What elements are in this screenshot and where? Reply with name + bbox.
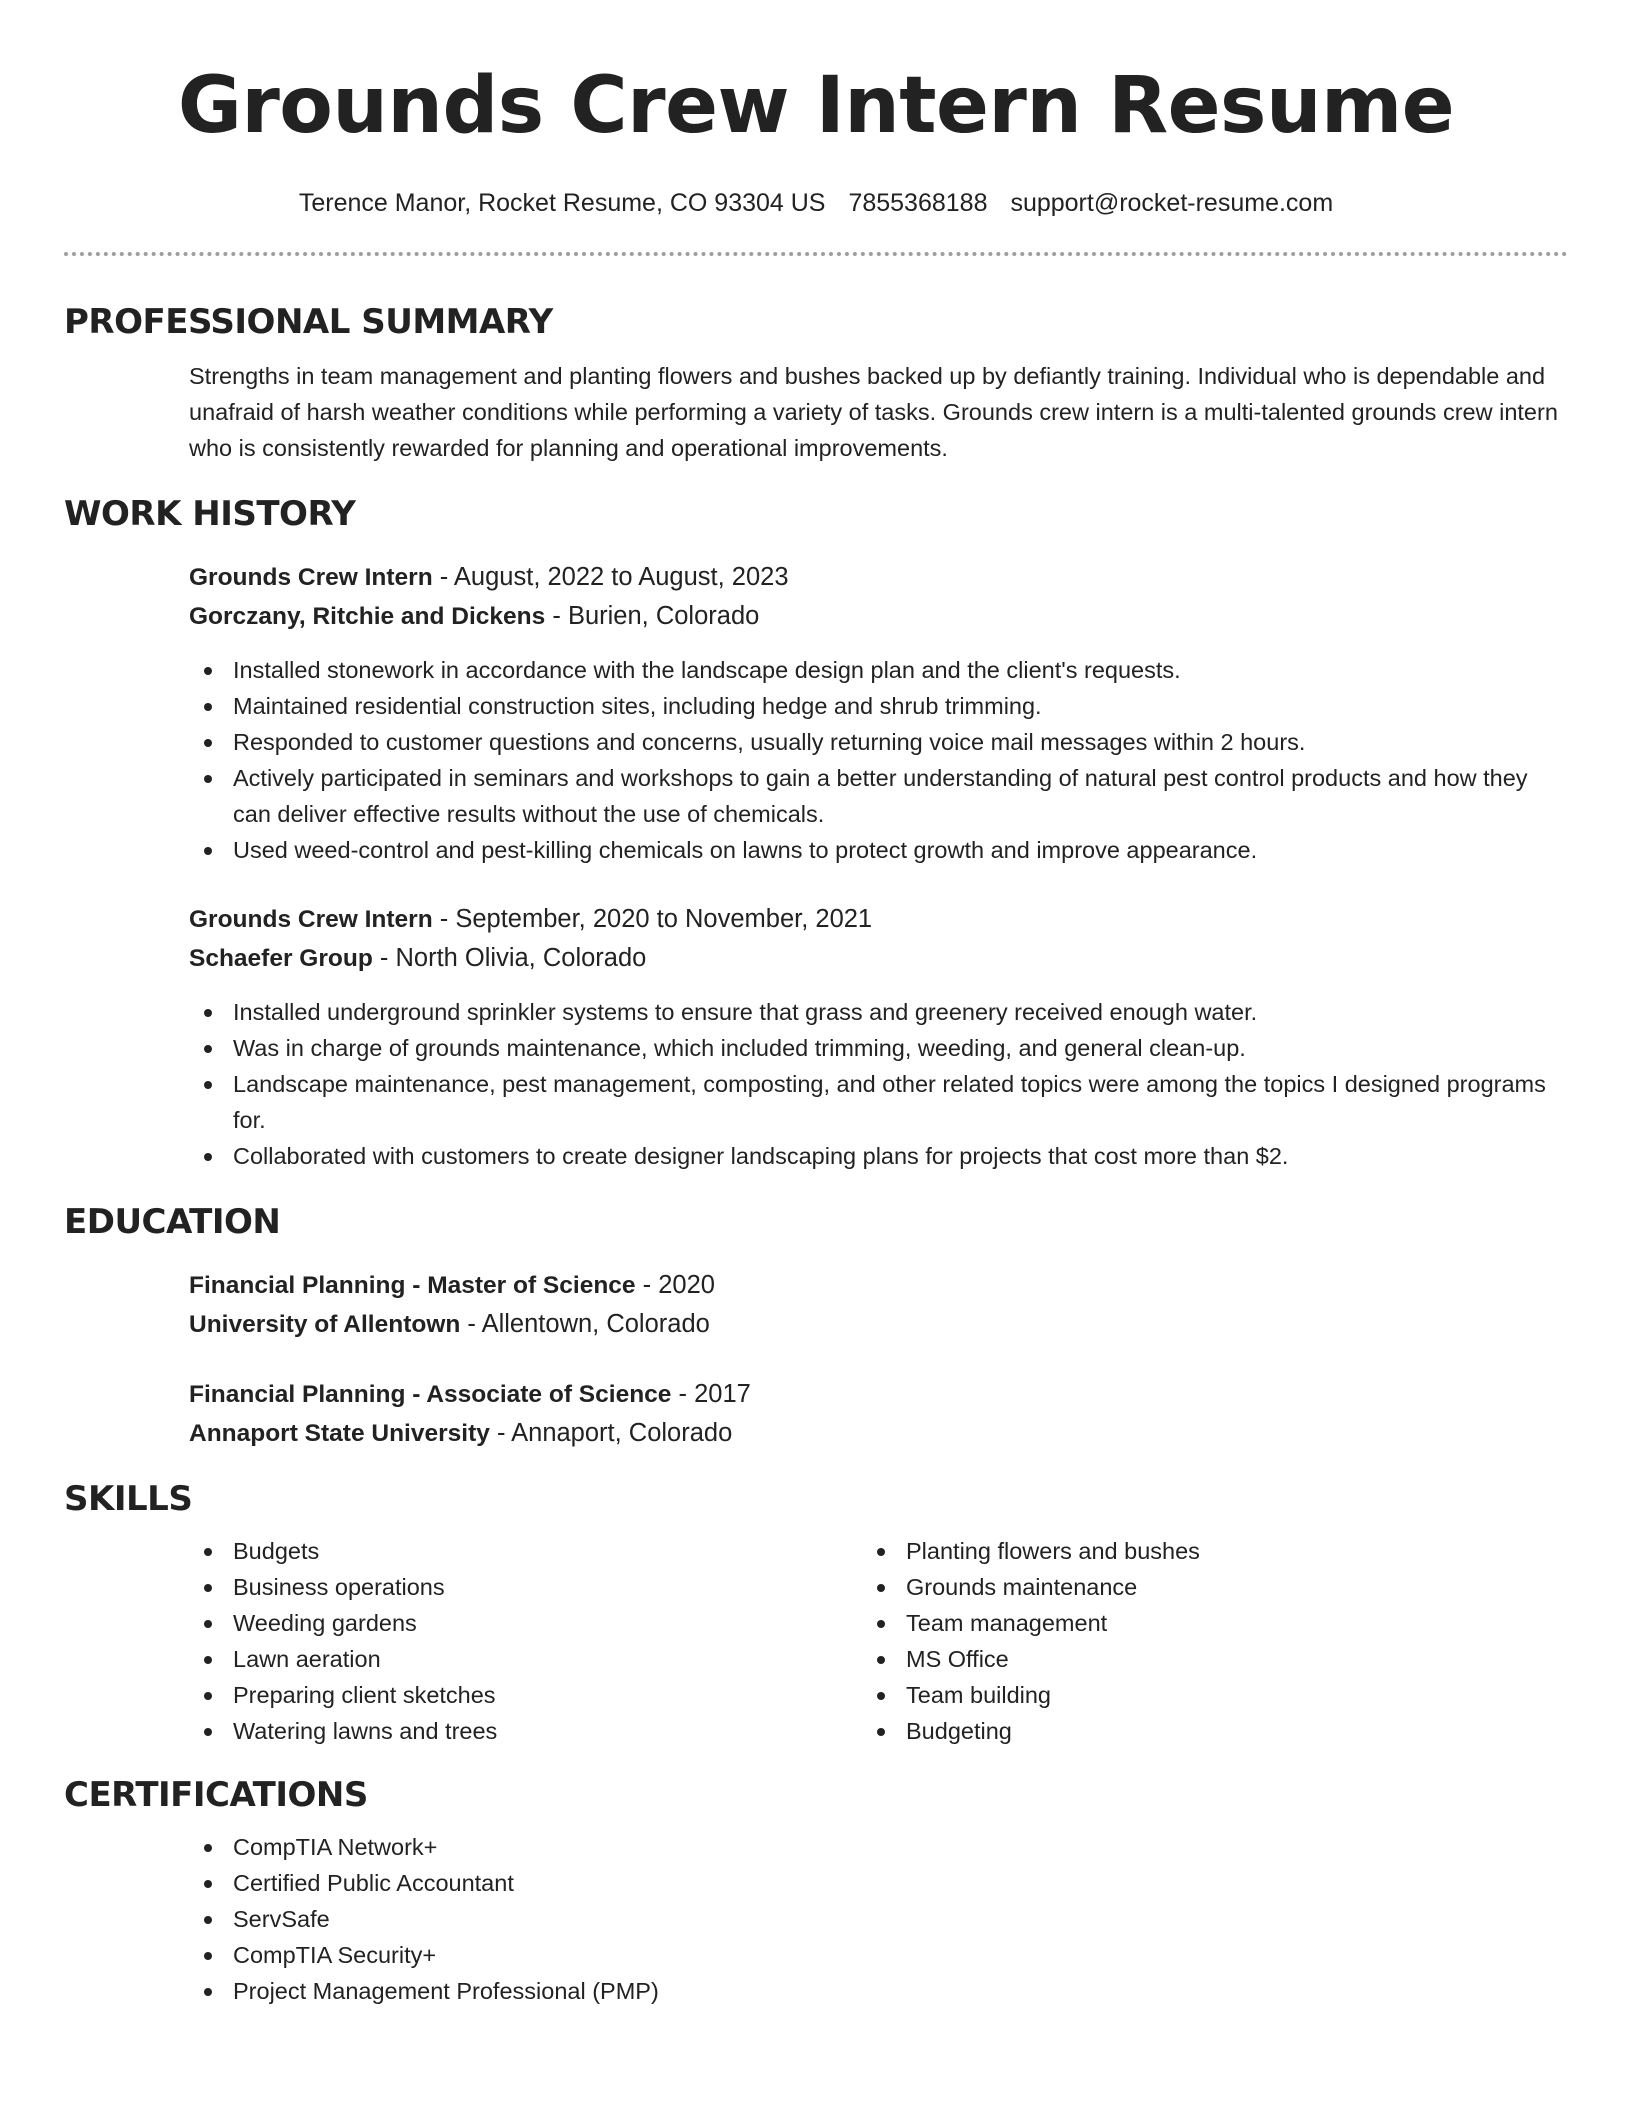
degree: Financial Planning - Associate of Science — [189, 1381, 672, 1408]
contact-email: support@rocket-resume.com — [1010, 189, 1334, 217]
list-item: Actively participated in seminars and workshops to gain a better understanding of natural pest control products and how they can deliver effective results without the use of chemicals. — [189, 760, 1568, 832]
list-item: Team building — [862, 1677, 1535, 1713]
skills-list-right — [862, 1533, 1535, 1749]
contact-address: Terence Manor, Rocket Resume, CO 93304 US — [298, 189, 826, 217]
skills-heading: SKILLS — [64, 1479, 193, 1519]
job-company-line — [189, 939, 1568, 978]
dotted-divider — [64, 252, 1568, 256]
list-item: Business operations — [189, 1569, 862, 1605]
school-location: - Annaport, Colorado — [489, 1419, 733, 1447]
job-dates: - August, 2022 to August, 2023 — [432, 563, 789, 591]
job-title-line — [189, 558, 1568, 597]
list-item: Certified Public Accountant — [189, 1865, 1568, 1901]
degree-line — [189, 1375, 1568, 1414]
list-item: Project Management Professional (PMP) — [189, 1973, 1568, 2009]
work-history-heading: WORK HISTORY — [64, 494, 356, 534]
degree-year: - 2020 — [635, 1271, 715, 1299]
list-item: Planting flowers and bushes — [862, 1533, 1535, 1569]
contact-phone: 7855368188 — [848, 189, 988, 217]
degree: Financial Planning - Master of Science — [189, 1272, 636, 1299]
resume-title: Grounds Crew Intern Resume — [177, 61, 1455, 151]
list-item: Installed underground sprinkler systems to ensure that grass and greenery received enough water. — [189, 994, 1568, 1030]
skills-list-left — [189, 1533, 862, 1749]
job-bullets — [189, 994, 1568, 1174]
job-location: - North Olivia, Colorado — [372, 944, 647, 972]
job-title: Grounds Crew Intern — [189, 564, 433, 591]
list-item: ServSafe — [189, 1901, 1568, 1937]
job-title-line — [189, 900, 1568, 939]
skills-column-right — [862, 1533, 1535, 1749]
skills-column-left — [189, 1533, 862, 1749]
school-line — [189, 1305, 1568, 1344]
job-company: Schaefer Group — [189, 945, 373, 972]
education-entry — [64, 1266, 1568, 1344]
list-item: Preparing client sketches — [189, 1677, 862, 1713]
school: Annaport State University — [189, 1420, 490, 1447]
job-title: Grounds Crew Intern — [189, 906, 433, 933]
contact-line — [64, 186, 1568, 220]
list-item: Landscape maintenance, pest management, composting, and other related topics were among the topics I designed programs for. — [189, 1066, 1568, 1138]
list-item: Grounds maintenance — [862, 1569, 1535, 1605]
school-location: - Allentown, Colorado — [460, 1310, 710, 1338]
summary-heading: PROFESSIONAL SUMMARY — [64, 302, 553, 342]
list-item: CompTIA Network+ — [189, 1829, 1568, 1865]
list-item: Weeding gardens — [189, 1605, 862, 1641]
school-line — [189, 1414, 1568, 1453]
education-entry — [64, 1375, 1568, 1453]
list-item: Budgets — [189, 1533, 862, 1569]
list-item: MS Office — [862, 1641, 1535, 1677]
certifications-list — [189, 1829, 1568, 2009]
job-company-line — [189, 597, 1568, 636]
job-location: - Burien, Colorado — [545, 602, 760, 630]
list-item: Collaborated with customers to create designer landscaping plans for projects that cost more than $2. — [189, 1138, 1568, 1174]
school: University of Allentown — [189, 1311, 461, 1338]
job-company: Gorczany, Ritchie and Dickens — [189, 603, 546, 630]
list-item: Lawn aeration — [189, 1641, 862, 1677]
skills-grid — [189, 1533, 1568, 1749]
job-entry — [64, 900, 1568, 1174]
list-item: CompTIA Security+ — [189, 1937, 1568, 1973]
list-item: Team management — [862, 1605, 1535, 1641]
job-dates: - September, 2020 to November, 2021 — [432, 905, 873, 933]
list-item: Used weed-control and pest-killing chemicals on lawns to protect growth and improve appearance. — [189, 832, 1568, 868]
list-item: Budgeting — [862, 1713, 1535, 1749]
list-item: Responded to customer questions and concerns, usually returning voice mail messages within 2 hours. — [189, 724, 1568, 760]
summary-text: Strengths in team management and planting flowers and bushes backed up by defiantly training. Individual who is dependable and unafraid of harsh weather conditions while performing a variety of tasks. Grounds crew intern is a multi-talented grounds crew intern who is consistently rewarded for planning and operational improvements. — [189, 363, 1558, 461]
list-item: Maintained residential construction sites, including hedge and shrub trimming. — [189, 688, 1568, 724]
list-item: Installed stonework in accordance with the landscape design plan and the client's requests. — [189, 652, 1568, 688]
list-item: Was in charge of grounds maintenance, which included trimming, weeding, and general clean-up. — [189, 1030, 1568, 1066]
list-item: Watering lawns and trees — [189, 1713, 862, 1749]
degree-line — [189, 1266, 1568, 1305]
education-heading: EDUCATION — [64, 1202, 281, 1242]
job-bullets — [189, 652, 1568, 868]
job-entry — [64, 558, 1568, 868]
certifications-heading: CERTIFICATIONS — [64, 1775, 368, 1815]
degree-year: - 2017 — [671, 1380, 751, 1408]
